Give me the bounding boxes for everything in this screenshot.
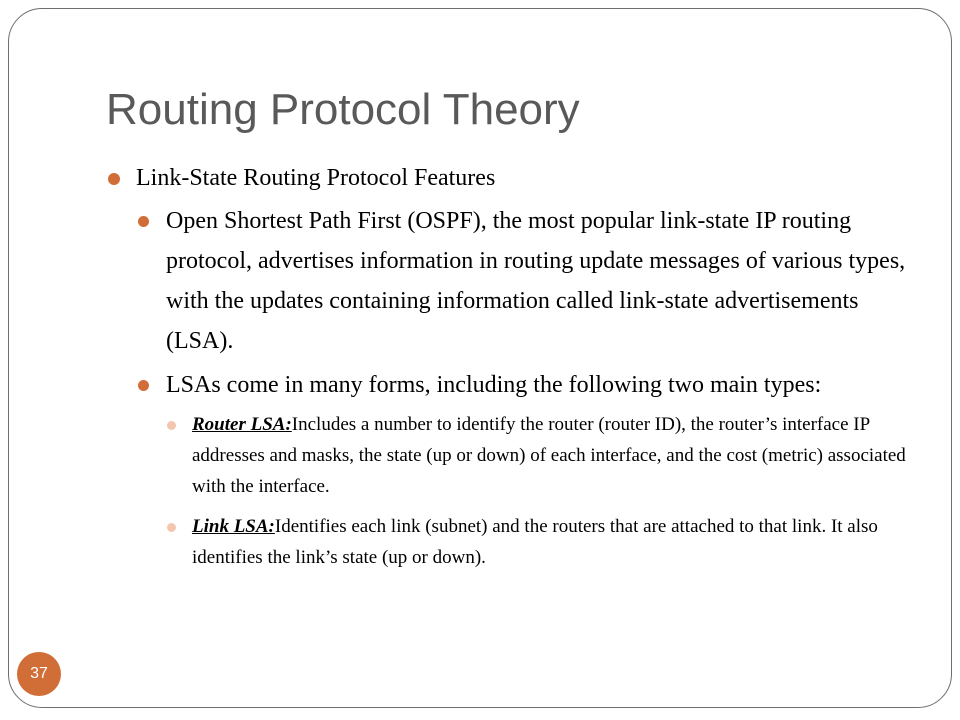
- bullet-lsa-forms: [136, 365, 916, 405]
- slide-content: [106, 160, 916, 573]
- bullet-link-lsa: [166, 511, 916, 573]
- slide-number-badge: 37: [17, 652, 61, 696]
- bullet-dot-icon: [108, 173, 120, 185]
- bullet-text: Identifies each link (subnet) and the routers that are attached to that link. It also identifies the link’s state (up or down).: [192, 516, 878, 568]
- bullet-dot-icon: [138, 216, 149, 227]
- bullet-router-lsa: [166, 409, 916, 502]
- term-link-lsa: Link LSA:: [192, 516, 275, 537]
- bullet-dot-icon: [167, 421, 176, 430]
- bullet-dot-icon: [138, 380, 149, 391]
- bullet-ospf: [136, 201, 916, 361]
- bullet-text: Open Shortest Path First (OSPF), the most popular link-state IP routing protocol, advertises information in routing update messages of various types, with the updates containing information called link-state advertisements (LSA).: [166, 208, 906, 354]
- bullet-text: Link-State Routing Protocol Features: [136, 165, 496, 191]
- bullet-text: LSAs come in many forms, including the following two main types:: [166, 372, 822, 398]
- bullet-text: Includes a number to identify the router (router ID), the router’s interface IP addresses and masks, the state (up or down) of each interface, and the cost (metric) associated with the interface.: [192, 414, 906, 497]
- bullet-link-state-features: [106, 160, 916, 197]
- slide-title: Routing Protocol Theory: [106, 85, 580, 134]
- term-router-lsa: Router LSA:: [192, 414, 292, 435]
- bullet-dot-icon: [167, 523, 176, 532]
